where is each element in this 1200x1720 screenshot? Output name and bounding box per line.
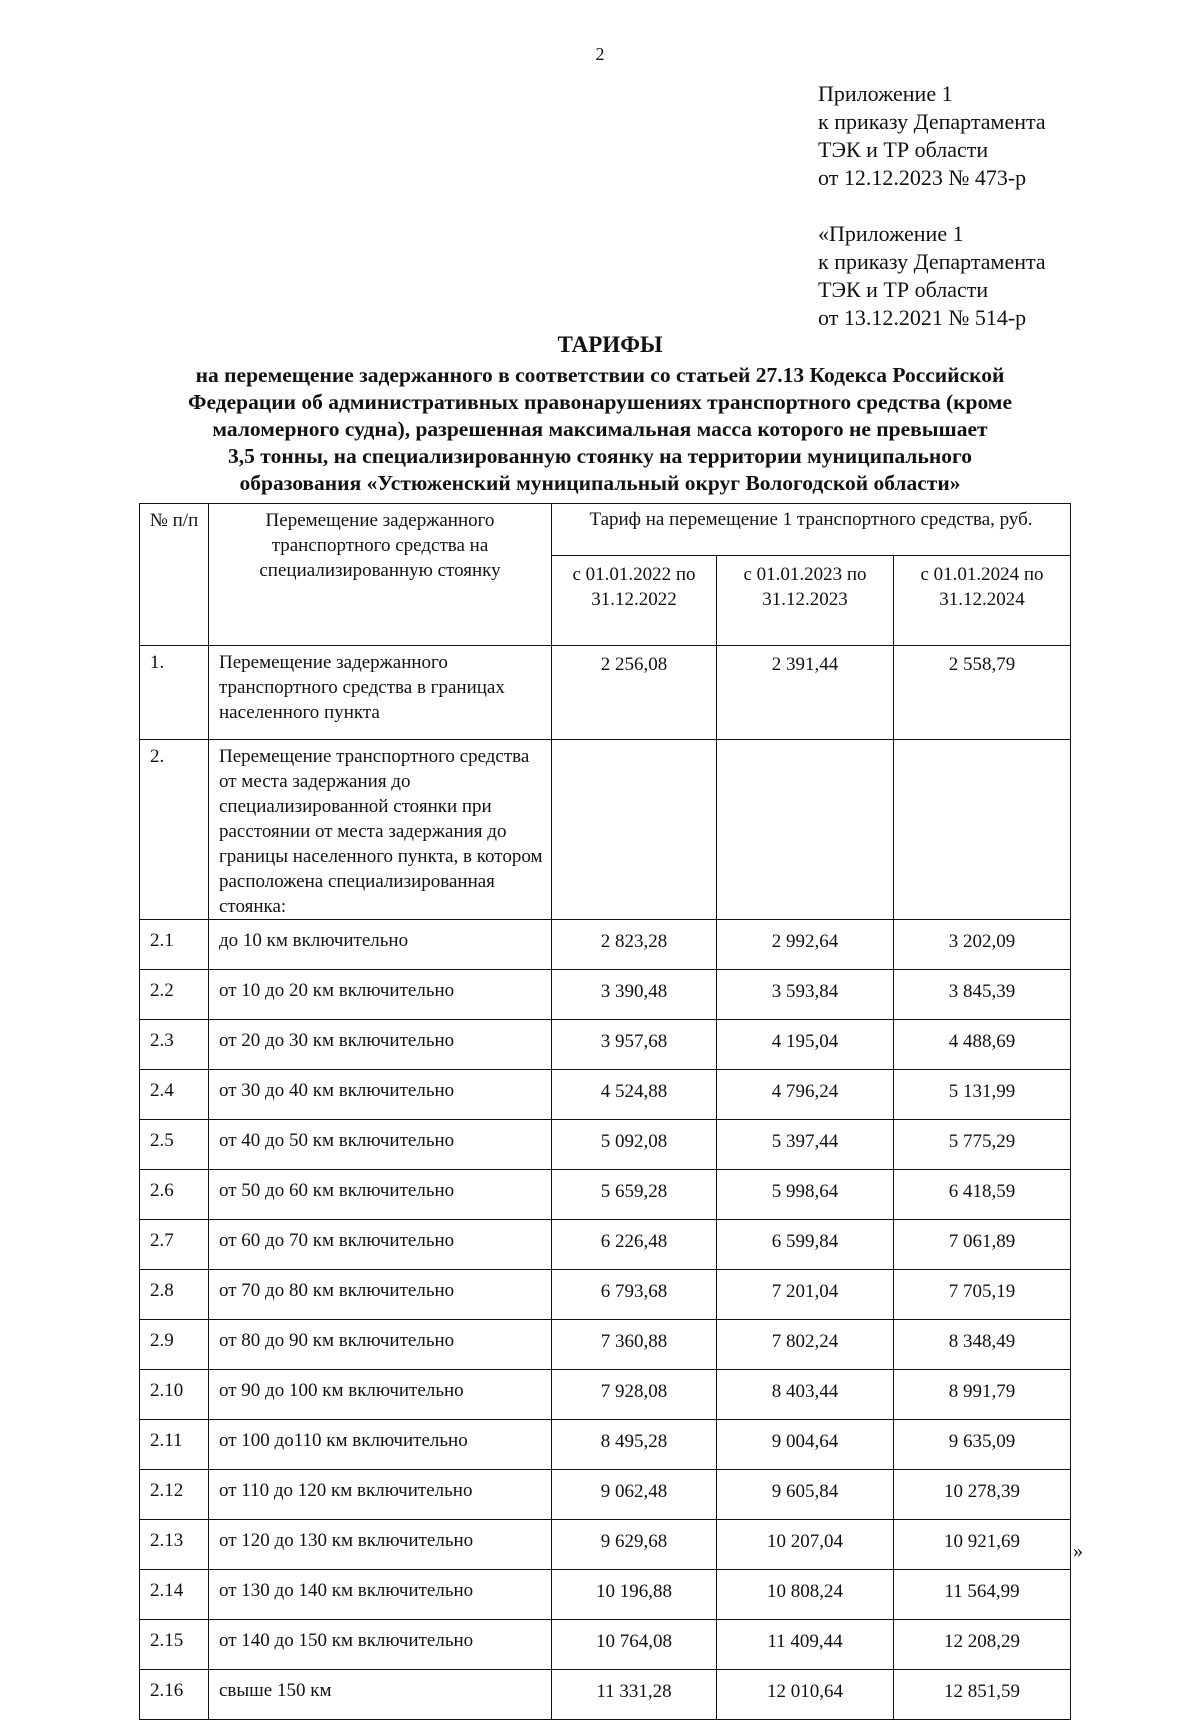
row-value-2023: 9 605,84 (717, 1470, 894, 1520)
row-number: 2. (140, 740, 209, 920)
row-value-2022: 8 495,28 (552, 1420, 717, 1470)
row-description: от 90 до 100 км включительно (209, 1370, 552, 1420)
row-value-2023: 3 593,84 (717, 970, 894, 1020)
row-value-2023: 5 998,64 (717, 1170, 894, 1220)
table-row (140, 1670, 1071, 1720)
row-value-2023: 12 010,64 (717, 1670, 894, 1720)
row-number: 2.6 (140, 1170, 209, 1220)
row-value-2024: 2 558,79 (894, 646, 1071, 740)
row-value-2022: 7 928,08 (552, 1370, 717, 1420)
closing-quote: » (1073, 1540, 1083, 1562)
table-row (140, 1020, 1071, 1070)
row-value-2024: 3 845,39 (894, 970, 1071, 1020)
row-description: от 120 до 130 км включительно (209, 1520, 552, 1570)
row-description: свыше 150 км (209, 1670, 552, 1720)
row-number: 2.11 (140, 1420, 209, 1470)
page-number: 2 (595, 44, 605, 64)
row-value-2022: 11 331,28 (552, 1670, 717, 1720)
quoted-appendix-line: к приказу Департамента (818, 249, 1046, 274)
table-row (140, 740, 1071, 920)
row-value-2023: 6 599,84 (717, 1220, 894, 1270)
row-value-2024: 12 851,59 (894, 1670, 1071, 1720)
row-value-2022: 10 196,88 (552, 1570, 717, 1620)
table-header-row (140, 504, 1071, 556)
subtitle-line: образования «Устюженский муниципальный округ Вологодской области» (239, 471, 961, 495)
table-row (140, 1070, 1071, 1120)
header-tariff-group: Тариф на перемещение 1 транспортного средства, руб. (552, 504, 1071, 556)
row-number: 2.7 (140, 1220, 209, 1270)
tariff-table (139, 503, 1071, 1720)
table-row (140, 1320, 1071, 1370)
row-value-2024: 12 208,29 (894, 1620, 1071, 1670)
row-value-2024: 6 418,59 (894, 1170, 1071, 1220)
subtitle-line: Федерации об административных правонарушениях транспортного средства (кроме (187, 390, 1012, 414)
row-description: Перемещение транспортного средства от места задержания до специализированной стоянки при расстоянии от места задержания до границы населенного пункта, в котором расположена специализированная стоянка: (209, 740, 552, 920)
row-number: 2.15 (140, 1620, 209, 1670)
row-description: от 60 до 70 км включительно (209, 1220, 552, 1270)
row-value-2023: 9 004,64 (717, 1420, 894, 1470)
row-value-2024: 8 348,49 (894, 1320, 1071, 1370)
row-value-2022: 6 793,68 (552, 1270, 717, 1320)
table-row (140, 1470, 1071, 1520)
subtitle-line: на перемещение задержанного в соответствии со статьей 27.13 Кодекса Российской (195, 363, 1005, 387)
table-row (140, 970, 1071, 1020)
row-value-2024: 3 202,09 (894, 920, 1071, 970)
row-number: 2.16 (140, 1670, 209, 1720)
row-value-2024: 8 991,79 (894, 1370, 1071, 1420)
row-value-2022: 3 957,68 (552, 1020, 717, 1070)
row-number: 2.13 (140, 1520, 209, 1570)
table-row (140, 1270, 1071, 1320)
row-value-2022: 6 226,48 (552, 1220, 717, 1270)
row-value-2023: 4 796,24 (717, 1070, 894, 1120)
row-description: до 10 км включительно (209, 920, 552, 970)
table-row (140, 1370, 1071, 1420)
row-value-2022: 5 092,08 (552, 1120, 717, 1170)
quoted-appendix-line: «Приложение 1 (818, 221, 964, 246)
row-value-2022: 9 062,48 (552, 1470, 717, 1520)
document-title: ТАРИФЫ (557, 332, 663, 357)
header-num: № п/п (140, 504, 209, 646)
row-value-2022: 3 390,48 (552, 970, 717, 1020)
row-value-2024: 5 131,99 (894, 1070, 1071, 1120)
row-number: 2.2 (140, 970, 209, 1020)
appendix-line: от 12.12.2023 № 473-р (818, 165, 1027, 190)
row-value-2023: 10 808,24 (717, 1570, 894, 1620)
row-description: от 30 до 40 км включительно (209, 1070, 552, 1120)
row-value-2023 (717, 740, 894, 920)
table-row (140, 1170, 1071, 1220)
quoted-appendix-line: ТЭК и ТР области (818, 277, 989, 302)
row-value-2024: 9 635,09 (894, 1420, 1071, 1470)
row-number: 2.4 (140, 1070, 209, 1120)
row-value-2023: 2 992,64 (717, 920, 894, 970)
row-value-2023: 5 397,44 (717, 1120, 894, 1170)
row-number: 2.3 (140, 1020, 209, 1070)
row-value-2024: 7 061,89 (894, 1220, 1071, 1270)
row-number: 2.1 (140, 920, 209, 970)
table-row (140, 1620, 1071, 1670)
row-value-2022 (552, 740, 717, 920)
row-value-2023: 7 201,04 (717, 1270, 894, 1320)
row-value-2023: 4 195,04 (717, 1020, 894, 1070)
row-value-2024: 7 705,19 (894, 1270, 1071, 1320)
row-value-2022: 10 764,08 (552, 1620, 717, 1670)
row-description: Перемещение задержанного транспортного средства в границах населенного пункта (209, 646, 552, 740)
row-value-2024 (894, 740, 1071, 920)
table-row (140, 1520, 1071, 1570)
row-description: от 110 до 120 км включительно (209, 1470, 552, 1520)
row-value-2023: 10 207,04 (717, 1520, 894, 1570)
row-value-2024: 10 278,39 (894, 1470, 1071, 1520)
row-description: от 40 до 50 км включительно (209, 1120, 552, 1170)
table-row (140, 1420, 1071, 1470)
header-period-2022: с 01.01.2022 по 31.12.2022 (552, 556, 717, 646)
row-number: 1. (140, 646, 209, 740)
appendix-block (818, 80, 1178, 192)
table-row (140, 1120, 1071, 1170)
table-row (140, 1570, 1071, 1620)
subtitle-line: маломерного судна), разрешенная максимальная масса которого не превышает (212, 417, 988, 441)
header-period-2023: с 01.01.2023 по 31.12.2023 (717, 556, 894, 646)
row-description: от 130 до 140 км включительно (209, 1570, 552, 1620)
row-value-2024: 11 564,99 (894, 1570, 1071, 1620)
row-number: 2.5 (140, 1120, 209, 1170)
appendix-line: Приложение 1 (818, 81, 953, 106)
row-value-2023: 7 802,24 (717, 1320, 894, 1370)
row-value-2022: 2 256,08 (552, 646, 717, 740)
appendix-line: к приказу Департамента (818, 109, 1046, 134)
table-row (140, 920, 1071, 970)
row-value-2022: 5 659,28 (552, 1170, 717, 1220)
row-number: 2.12 (140, 1470, 209, 1520)
quoted-appendix-line: от 13.12.2021 № 514-р (818, 305, 1027, 330)
header-period-2024: с 01.01.2024 по 31.12.2024 (894, 556, 1071, 646)
row-number: 2.8 (140, 1270, 209, 1320)
appendix-line: ТЭК и ТР области (818, 137, 989, 162)
row-value-2022: 2 823,28 (552, 920, 717, 970)
header-description: Перемещение задержанного транспортного средства на специализированную стоянку (209, 504, 552, 646)
subtitle-line: 3,5 тонны, на специализированную стоянку на территории муниципального (228, 444, 972, 468)
row-number: 2.14 (140, 1570, 209, 1620)
quoted-appendix-block (818, 220, 1178, 332)
row-description: от 80 до 90 км включительно (209, 1320, 552, 1370)
row-value-2022: 4 524,88 (552, 1070, 717, 1120)
table-row (140, 646, 1071, 740)
row-description: от 50 до 60 км включительно (209, 1170, 552, 1220)
row-description: от 100 до110 км включительно (209, 1420, 552, 1470)
row-number: 2.10 (140, 1370, 209, 1420)
row-value-2023: 2 391,44 (717, 646, 894, 740)
row-value-2022: 9 629,68 (552, 1520, 717, 1570)
row-value-2023: 8 403,44 (717, 1370, 894, 1420)
row-value-2024: 10 921,69 (894, 1520, 1071, 1570)
row-description: от 10 до 20 км включительно (209, 970, 552, 1020)
row-description: от 140 до 150 км включительно (209, 1620, 552, 1670)
row-value-2024: 5 775,29 (894, 1120, 1071, 1170)
row-value-2022: 7 360,88 (552, 1320, 717, 1370)
row-value-2023: 11 409,44 (717, 1620, 894, 1670)
row-description: от 70 до 80 км включительно (209, 1270, 552, 1320)
row-description: от 20 до 30 км включительно (209, 1020, 552, 1070)
row-number: 2.9 (140, 1320, 209, 1370)
document-subtitle (125, 362, 1075, 497)
table-row (140, 1220, 1071, 1270)
row-value-2024: 4 488,69 (894, 1020, 1071, 1070)
